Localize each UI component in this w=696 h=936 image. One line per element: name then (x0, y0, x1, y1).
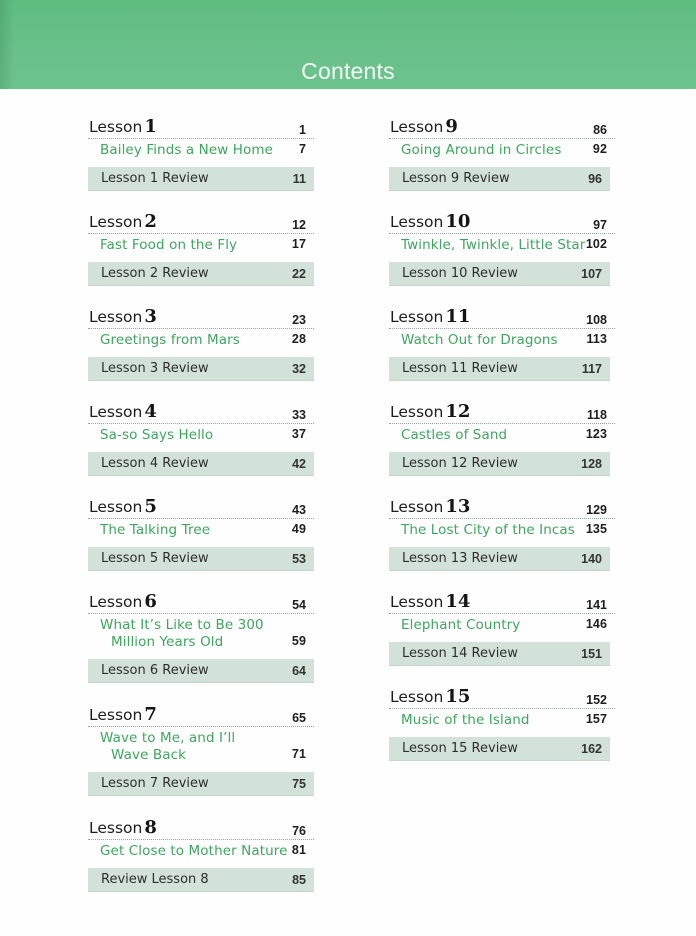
review-label: Lesson 3 Review (101, 361, 209, 376)
lesson-page-number: 65 (292, 711, 306, 725)
lesson-heading[interactable] (88, 812, 314, 840)
review-page-number: 75 (292, 777, 306, 791)
lesson-page-number: 86 (593, 123, 607, 137)
lesson-title (390, 496, 470, 517)
review-page-number: 117 (581, 362, 602, 376)
review-page-number: 42 (292, 457, 306, 471)
review-label: Lesson 9 Review (402, 171, 510, 186)
story-title-line: Wave Back (111, 747, 187, 763)
lesson-page-number: 33 (292, 408, 306, 422)
story-title-line: Sa-so Says Hello (100, 427, 214, 443)
review-page-number: 140 (581, 552, 602, 566)
lesson-page-number: 129 (586, 503, 607, 517)
story-entry[interactable] (389, 614, 615, 637)
story-entry[interactable] (88, 614, 314, 654)
review-label: Lesson 2 Review (101, 266, 209, 281)
story-entry[interactable] (389, 139, 615, 162)
lesson-word: Lesson (89, 308, 143, 326)
lesson-block (389, 396, 615, 476)
story-title-line: Bailey Finds a New Home (100, 142, 274, 158)
lesson-title (390, 591, 470, 612)
review-entry[interactable] (88, 167, 314, 191)
lesson-word: Lesson (89, 498, 143, 516)
review-entry[interactable] (88, 452, 314, 476)
review-label: Review Lesson 8 (101, 872, 209, 887)
lesson-word: Lesson (390, 593, 444, 611)
story-entry[interactable] (88, 424, 314, 447)
lesson-number: 4 (144, 401, 157, 422)
lesson-title (390, 401, 470, 422)
lesson-page-number: 12 (292, 218, 306, 232)
lesson-heading[interactable] (88, 206, 314, 234)
lesson-number: 1 (144, 116, 157, 137)
review-entry[interactable] (88, 262, 314, 286)
lesson-page-number: 1 (299, 123, 306, 137)
review-page-number: 107 (581, 267, 602, 281)
lesson-heading[interactable] (389, 206, 615, 234)
lesson-block (88, 586, 314, 683)
review-label: Lesson 11 Review (402, 361, 518, 376)
review-entry[interactable] (389, 547, 610, 571)
lesson-title (390, 306, 470, 327)
lesson-heading[interactable] (389, 586, 615, 614)
review-entry[interactable] (88, 659, 314, 683)
story-title-line: The Lost City of the Incas (401, 522, 575, 538)
story-entry[interactable] (389, 329, 615, 352)
story-page-number: 71 (291, 747, 306, 761)
review-page-number: 32 (292, 362, 306, 376)
lesson-heading[interactable] (88, 491, 314, 519)
lesson-word: Lesson (390, 403, 444, 421)
lesson-heading[interactable] (389, 396, 615, 424)
lesson-heading[interactable] (88, 396, 314, 424)
story-entry[interactable] (88, 727, 314, 767)
story-title-line: Greetings from Mars (100, 332, 240, 348)
lesson-page-number: 152 (586, 693, 607, 707)
lesson-number: 10 (445, 211, 471, 232)
review-page-number: 85 (292, 873, 306, 887)
lesson-page-number: 76 (292, 824, 306, 838)
story-entry[interactable] (88, 329, 314, 352)
review-page-number: 151 (581, 647, 602, 661)
review-entry[interactable] (389, 452, 610, 476)
lesson-heading[interactable] (389, 301, 615, 329)
lesson-title (89, 116, 157, 137)
story-entry[interactable] (88, 139, 314, 162)
lesson-number: 2 (144, 211, 157, 232)
lesson-title (89, 211, 157, 232)
lesson-word: Lesson (390, 118, 444, 136)
review-entry[interactable] (389, 262, 610, 286)
story-page-number: 17 (291, 237, 306, 251)
lesson-number: 9 (445, 116, 458, 137)
story-entry[interactable] (88, 519, 314, 542)
lesson-heading[interactable] (88, 586, 314, 614)
story-title-line: Million Years Old (111, 634, 224, 650)
review-label: Lesson 5 Review (101, 551, 209, 566)
lesson-title (89, 704, 157, 725)
lesson-page-number: 23 (292, 313, 306, 327)
story-title-line: What It’s Like to Be 300 (100, 617, 264, 633)
lesson-page-number: 97 (593, 218, 607, 232)
story-page-number: 157 (585, 712, 607, 726)
lesson-block (88, 206, 314, 286)
story-page-number: 7 (298, 142, 306, 156)
lesson-page-number: 118 (586, 408, 607, 422)
story-page-number: 81 (291, 843, 306, 857)
review-label: Lesson 6 Review (101, 663, 209, 678)
lesson-number: 14 (445, 591, 471, 612)
lesson-title (89, 306, 157, 327)
lesson-block (88, 111, 314, 191)
story-page-number: 102 (585, 237, 607, 251)
lesson-word: Lesson (390, 308, 444, 326)
story-title-line: Wave to Me, and I’ll (100, 730, 236, 746)
story-page-number: 92 (592, 142, 607, 156)
lesson-heading[interactable] (88, 111, 314, 139)
review-label: Lesson 7 Review (101, 776, 209, 791)
lesson-title (89, 496, 157, 517)
lesson-block (389, 491, 615, 571)
review-entry[interactable] (389, 167, 610, 191)
lesson-block (389, 301, 615, 381)
story-entry[interactable] (389, 709, 615, 732)
review-label: Lesson 1 Review (101, 171, 209, 186)
story-page-number: 146 (585, 617, 607, 631)
story-title-line: Twinkle, Twinkle, Little Star (401, 237, 586, 253)
story-title-line: Fast Food on the Fly (100, 237, 238, 253)
review-page-number: 11 (292, 172, 306, 186)
contents-header (0, 0, 696, 89)
review-page-number: 22 (292, 267, 306, 281)
lesson-number: 8 (144, 817, 157, 838)
lesson-title (89, 817, 157, 838)
story-title-line: Elephant Country (401, 617, 521, 633)
lesson-block (88, 396, 314, 476)
review-entry[interactable] (88, 547, 314, 571)
story-title-line: The Talking Tree (100, 522, 211, 538)
lesson-page-number: 141 (586, 598, 607, 612)
lesson-heading[interactable] (88, 301, 314, 329)
lesson-block (88, 301, 314, 381)
lesson-word: Lesson (89, 118, 143, 136)
review-entry[interactable] (389, 642, 610, 666)
review-page-number: 96 (588, 172, 602, 186)
story-title-line: Watch Out for Dragons (401, 332, 558, 348)
story-page-number: 28 (291, 332, 306, 346)
story-title-line: Going Around in Circles (401, 142, 562, 158)
lesson-number: 12 (445, 401, 471, 422)
story-page-number: 59 (291, 634, 306, 648)
lesson-block (88, 491, 314, 571)
lesson-block (389, 586, 615, 666)
lesson-heading[interactable] (389, 681, 615, 709)
lesson-page-number: 108 (586, 313, 607, 327)
review-entry[interactable] (389, 737, 610, 761)
review-page-number: 162 (581, 742, 602, 756)
lesson-block (88, 812, 314, 892)
lesson-title (390, 211, 470, 232)
lesson-number: 6 (144, 591, 157, 612)
review-label: Lesson 4 Review (101, 456, 209, 471)
story-page-number: 123 (585, 427, 607, 441)
lesson-word: Lesson (89, 819, 143, 837)
lesson-number: 7 (144, 704, 157, 725)
lesson-word: Lesson (89, 403, 143, 421)
review-label: Lesson 12 Review (402, 456, 518, 471)
lesson-title (390, 686, 470, 707)
lesson-number: 15 (445, 686, 471, 707)
story-page-number: 135 (585, 522, 607, 536)
lesson-word: Lesson (390, 498, 444, 516)
lesson-word: Lesson (390, 213, 444, 231)
lesson-word: Lesson (89, 213, 143, 231)
review-page-number: 53 (292, 552, 306, 566)
lesson-title (390, 116, 458, 137)
lesson-block (389, 111, 615, 191)
story-title-line: Get Close to Mother Nature (100, 843, 288, 859)
lesson-heading[interactable] (88, 699, 314, 727)
review-entry[interactable] (88, 357, 314, 381)
story-entry[interactable] (88, 840, 314, 863)
page-title: Contents (301, 58, 395, 84)
lesson-title (89, 591, 157, 612)
story-entry[interactable] (88, 234, 314, 257)
story-entry[interactable] (389, 424, 615, 447)
story-page-number: 49 (291, 522, 306, 536)
lesson-number: 11 (445, 306, 471, 327)
lesson-heading[interactable] (389, 491, 615, 519)
story-page-number: 113 (586, 332, 607, 346)
story-page-number: 37 (291, 427, 306, 441)
review-label: Lesson 10 Review (402, 266, 518, 281)
story-entry[interactable] (389, 519, 615, 542)
lesson-word: Lesson (390, 688, 444, 706)
lesson-page-number: 43 (292, 503, 306, 517)
lesson-block (389, 206, 615, 286)
lesson-number: 5 (144, 496, 157, 517)
review-label: Lesson 13 Review (402, 551, 518, 566)
story-title-line: Castles of Sand (401, 427, 508, 443)
story-title-line: Music of the Island (401, 712, 530, 728)
lesson-heading[interactable] (389, 111, 615, 139)
review-page-number: 128 (581, 457, 602, 471)
lesson-number: 3 (144, 306, 157, 327)
lesson-page-number: 54 (292, 598, 306, 612)
review-label: Lesson 15 Review (402, 741, 518, 756)
lesson-block (88, 699, 314, 796)
review-page-number: 64 (292, 664, 306, 678)
review-entry[interactable] (88, 868, 314, 892)
lesson-title (89, 401, 157, 422)
review-entry[interactable] (88, 772, 314, 796)
lesson-word: Lesson (89, 593, 143, 611)
story-entry[interactable] (389, 234, 615, 257)
review-entry[interactable] (389, 357, 610, 381)
lesson-word: Lesson (89, 706, 143, 724)
review-label: Lesson 14 Review (402, 646, 518, 661)
lesson-number: 13 (445, 496, 471, 517)
lesson-block (389, 681, 615, 761)
